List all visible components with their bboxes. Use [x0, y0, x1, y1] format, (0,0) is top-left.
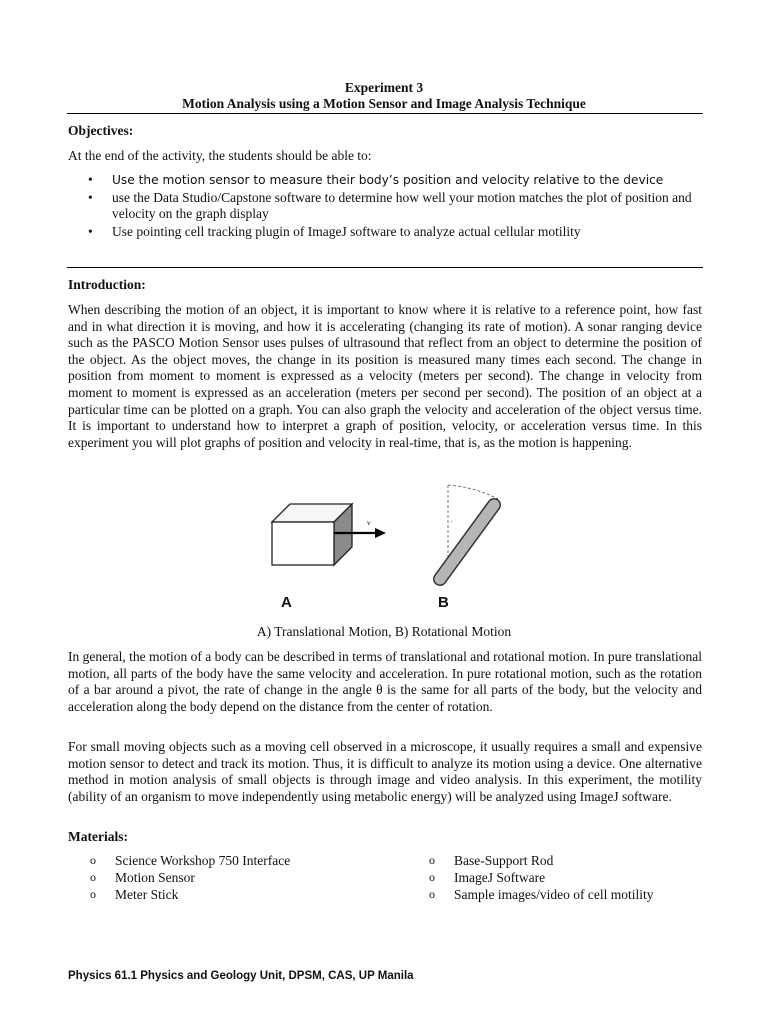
objective-item: • use the Data Studio/Capstone software to determine how well your motion matches the plot of position and velocity on the graph display	[88, 189, 692, 222]
bullet-circle-icon: o	[429, 869, 435, 884]
bullet-circle-icon: o	[90, 853, 96, 867]
figure-label-b: B	[438, 594, 449, 611]
introduction-paragraph-3: For small moving objects such as a moving cell observed in a microscope, it usually requires a small and expensive motion sensor to detect and track its motion. Thus, it is difficult to analyze its motion using a device. One alternative method in motion analysis of small objects is through image and video analysis. In this experiment, the motility (ability of an organism to move independently using metabolic energy) will be analyzed using ImageJ software.	[68, 739, 702, 804]
materials-list-right	[429, 853, 653, 903]
material-item: o Base-Support Rod	[429, 853, 554, 868]
experiment-number: Experiment 3	[344, 80, 424, 95]
bullet-circle-icon: o	[90, 869, 96, 884]
objective-item: • Use pointing cell tracking plugin of ImageJ software to analyze actual cellular motility	[88, 223, 581, 239]
objectives-list	[68, 172, 702, 240]
material-item: o Meter Stick	[90, 886, 179, 902]
svg-text:': '	[451, 521, 453, 527]
introduction-heading: Introduction:	[68, 277, 146, 292]
rotational-rod	[440, 485, 498, 580]
material-item: o Science Workshop 750 Interface	[90, 853, 291, 868]
bullet-icon: •	[88, 189, 93, 205]
objectives-heading: Objectives:	[68, 123, 134, 138]
objective-item: • Use the motion sensor to measure their body’s position and velocity relative to the device	[88, 172, 664, 187]
introduction-paragraph-1: When describing the motion of an object, it is important to know where it is relative to a reference point, how fast and in what direction it is moving, and how it is accelerating (changing its rate of motion). A sonar ranging device such as the PASCO Motion Sensor uses pulses of ultrasound that reflect from an object to determine the position of the object. As the object moves, the change in its position is measured many times each second. The change in position from moment to moment is expressed as a velocity (meters per second). The change in velocity from moment to moment is expressed as an acceleration (meters per second per second). The position of an object at a particular time can be plotted on a graph. You can also graph the velocity and acceleration of the object versus time. It is important to understand how to interpret a graph of position, velocity, or acceleration versus time. In this experiment you will plot graphs of position and velocity in real-time, that is, as the motion is happening.	[68, 302, 702, 450]
materials-heading: Materials:	[68, 829, 128, 844]
introduction-paragraph-2: In general, the motion of a body can be described in terms of translational and rotational motion. In pure translational motion, all parts of the body have the same velocity and acceleration. In pure rotational motion, such as the rotation of a bar around a pivot, the rate of change in the angle θ is the same for all parts of the body, but the velocity and acceleration along the body depend on the distance from the center of rotation.	[68, 649, 702, 714]
section-divider	[67, 267, 703, 268]
bullet-circle-icon: o	[90, 886, 96, 901]
motion-figure	[262, 480, 502, 615]
bullet-circle-icon: o	[429, 853, 435, 867]
document-title: Motion Analysis using a Motion Sensor and Image Analysis Technique	[182, 96, 586, 111]
bullet-circle-icon: o	[429, 886, 435, 901]
material-item: o Motion Sensor	[90, 869, 195, 885]
material-item: o ImageJ Software	[429, 869, 546, 885]
bullet-icon: •	[88, 172, 93, 187]
translational-cube	[272, 504, 352, 565]
materials-list-left	[90, 853, 290, 903]
title-divider	[67, 113, 703, 114]
figure-label-a: A	[281, 594, 292, 611]
objectives-intro: At the end of the activity, the students should be able to:	[68, 148, 372, 163]
velocity-symbol: v	[367, 519, 371, 527]
bullet-icon: •	[88, 223, 93, 239]
figure-caption: A) Translational Motion, B) Rotational Motion	[256, 624, 512, 639]
page-footer: Physics 61.1 Physics and Geology Unit, DPSM, CAS, UP Manila	[68, 970, 414, 982]
material-item: o Sample images/video of cell motility	[429, 886, 654, 902]
